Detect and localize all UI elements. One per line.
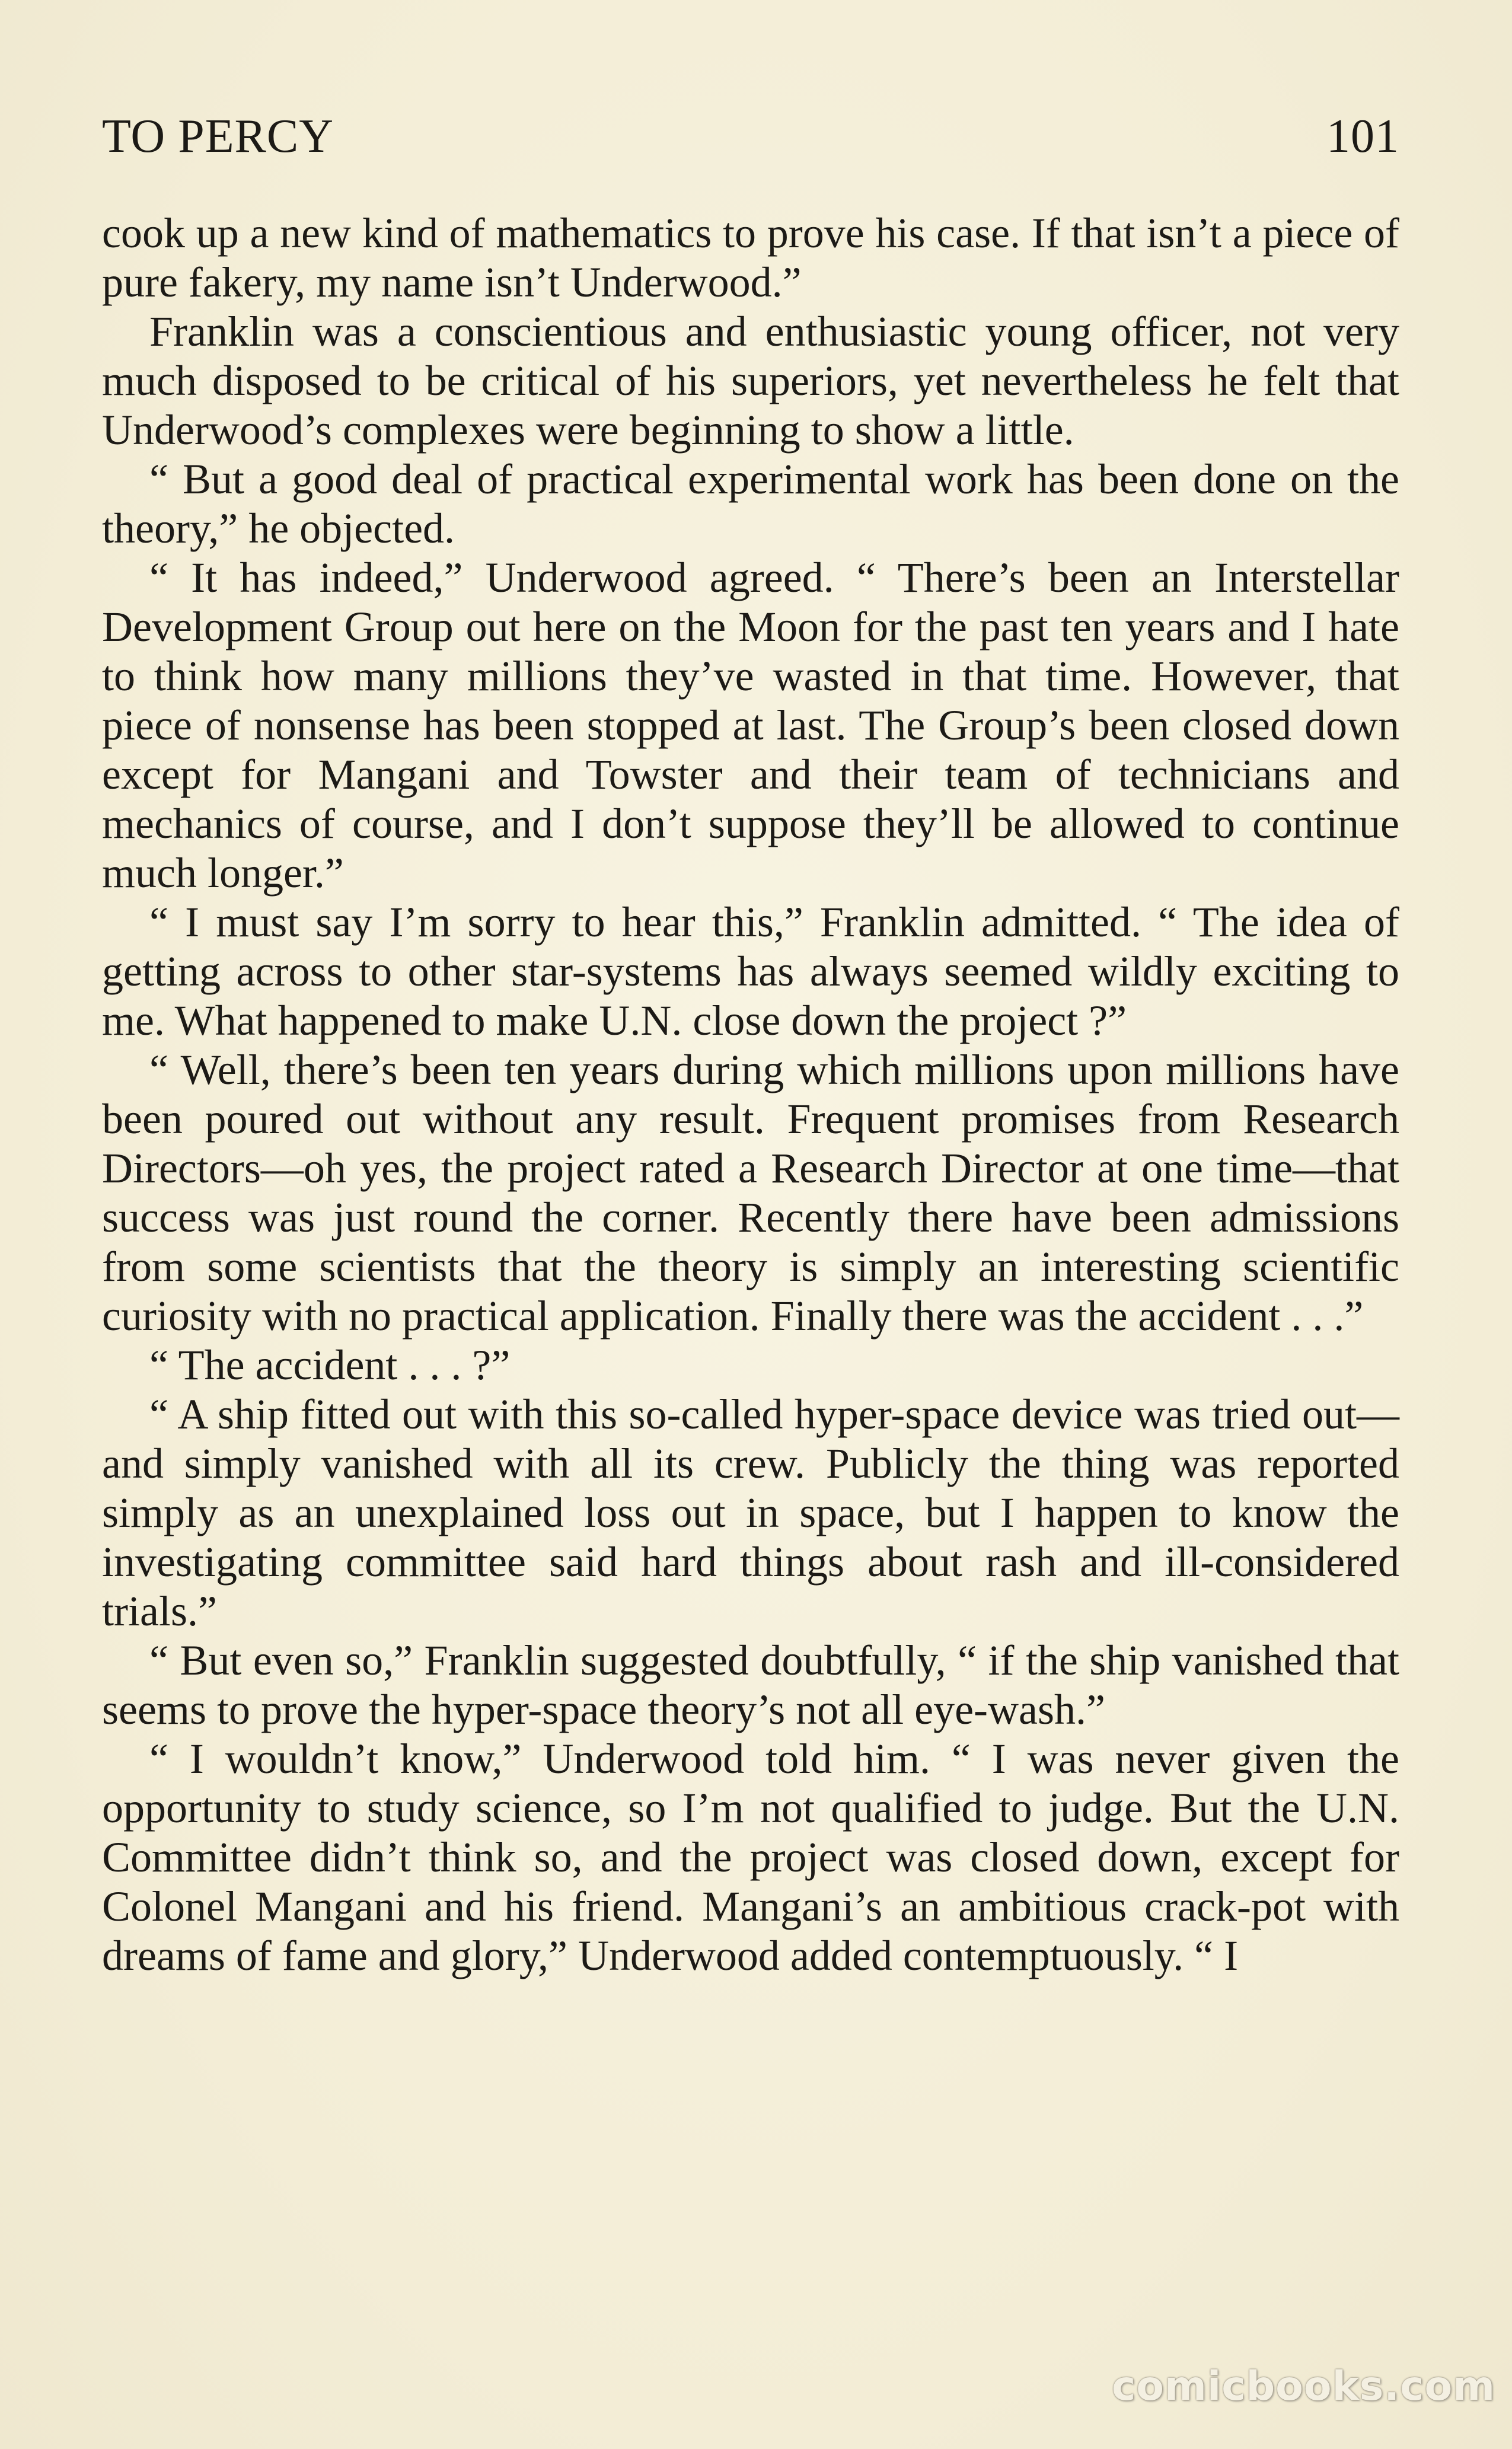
paragraph: “ The accident . . . ?” (149, 1341, 511, 1389)
paragraph: “ Well, there’s been ten years during which millions upon millions have been poured out without any result. Frequent promises from Research Directors—oh yes, the project rated a Research Director at one time—that success was just round the corner. Recently there have been admissions from some scientists that the theory is simply an interesting scientific curiosity with no practical application. Finally there was the accident . . .” (102, 1046, 1399, 1340)
paragraph: “ It has indeed,” Underwood agreed. “ There’s been an Interstellar Development Group out here on the Moon for the past ten years and I hate to think how many millions they’ve wasted in that time. However, that piece of nonsense has been stopped at last. The Group’s been closed down except for Mangani and Towster and their team of technicians and mechanics of course, and I don’t suppose they’ll be allowed to continue much longer.” (102, 554, 1399, 897)
paragraph: “ But a good deal of practical experimental work has been done on the theory,” he objected. (102, 455, 1399, 552)
paragraph: “ But even so,” Franklin suggested doubtfully, “ if the ship vanished that seems to prove the hyper-space theory’s not all eye-wash.” (102, 1637, 1399, 1733)
paragraph: Franklin was a conscientious and enthusiastic young officer, not very much disposed to be critical of his superiors, yet nevertheless he felt that Underwood’s complexes were beginning to show a little. (102, 308, 1399, 454)
watermark-logo: comicbooks.com (1112, 2363, 1496, 2410)
paragraph: “ A ship fitted out with this so-called hyper-space device was tried out—and simply vanished with all its crew. Publicly the thing was reported simply as an unexplained loss out in space, but I happen to know the investigating committee said hard things about rash and ill-considered trials.” (102, 1391, 1399, 1635)
running-head: TO PERCY (102, 110, 334, 162)
paragraph: “ I wouldn’t know,” Underwood told him. “ I was never given the opportunity to study science, so I’m not qualified to judge. But the U.N. Committee didn’t think so, and the project was closed down, except for Colonel Mangani and his friend. Mangani’s an ambitious crack-pot with dreams of fame and glory,” Underwood added contemptuously. “ I (102, 1735, 1399, 1979)
page-header (102, 101, 1399, 172)
body-text (102, 209, 1399, 1981)
paragraph: cook up a new kind of mathematics to prove his case. If that isn’t a piece of pure fakery, my name isn’t Underwood.” (102, 209, 1399, 306)
paragraph: “ I must say I’m sorry to hear this,” Franklin admitted. “ The idea of getting across to other star-systems has always seemed wildly exciting to me. What happened to make U.N. close down the project ?” (102, 898, 1399, 1044)
page-number: 101 (1326, 110, 1399, 162)
